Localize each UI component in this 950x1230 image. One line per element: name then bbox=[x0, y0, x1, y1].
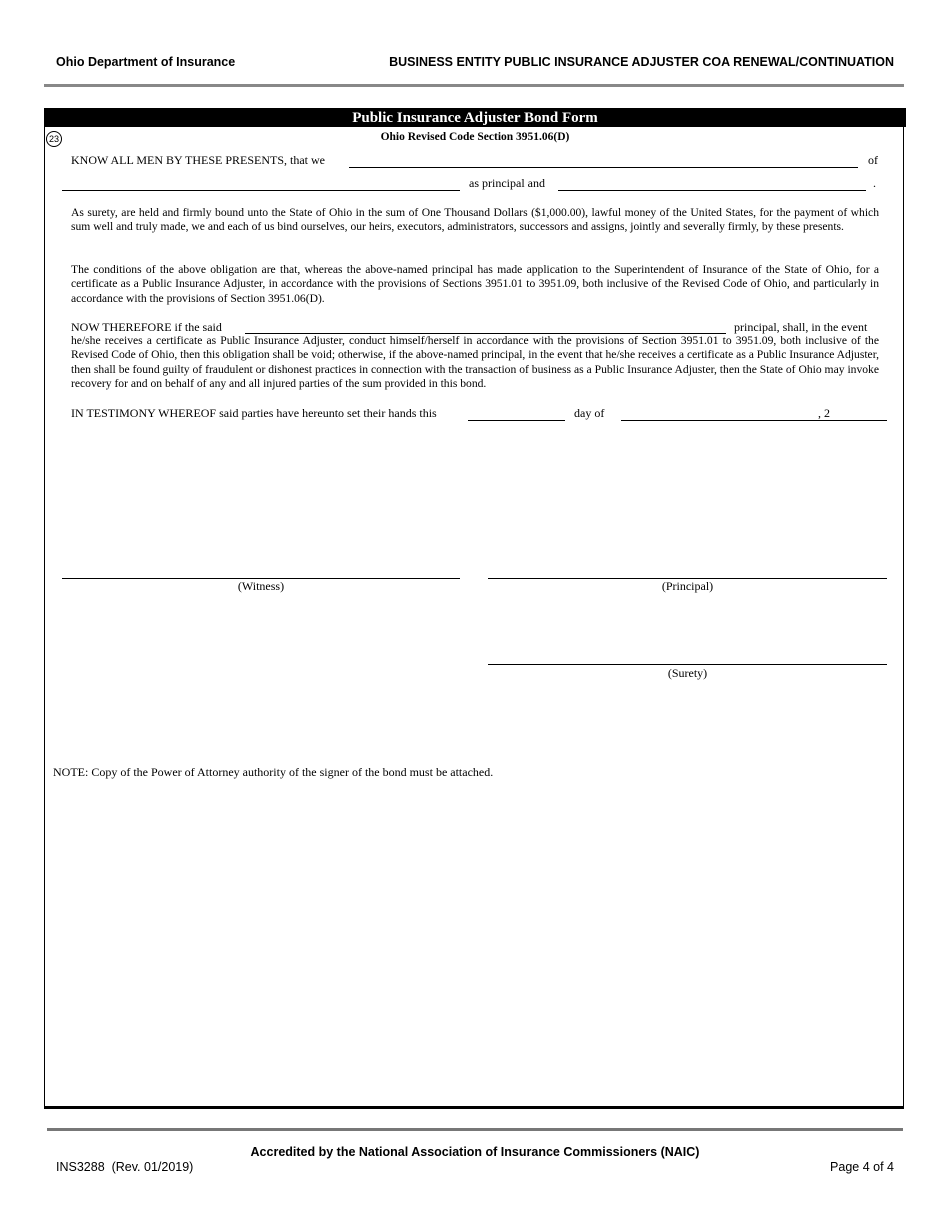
testimony-prefix: IN TESTIMONY WHEREOF said parties have hereunto set their hands this bbox=[71, 406, 437, 420]
line1-prefix: KNOW ALL MEN BY THESE PRESENTS, that we bbox=[71, 153, 325, 167]
witness-label: (Witness) bbox=[237, 579, 285, 593]
line2-middle: as principal and bbox=[469, 176, 545, 190]
form-frame bbox=[44, 108, 904, 1109]
footer-divider bbox=[47, 1128, 903, 1131]
item-number-badge: 23 bbox=[46, 131, 62, 147]
testimony-day-field[interactable] bbox=[468, 420, 565, 421]
now-therefore-paragraph: he/she receives a certificate as Public Insurance Adjuster, conduct himself/herself in accordance with the provisions of Section 3951.01 to 3951.09, both inclusive of the Revised Code of Ohio, then this obligation shall be void; otherwise, if the above-named principal, in the event that he/she receives a certificate as a Public Insurance Adjuster, then shall be found guilty of fraudulent or dishonest practices in connection with the transaction of business as a Public Insurance Adjuster, then the State of Ohio may invoke recovery for and on behalf of any and all injured parties of the sum provided in this bond. bbox=[71, 334, 879, 391]
principal-address-field[interactable] bbox=[62, 190, 460, 191]
testimony-year-prefix: , 2 bbox=[818, 406, 830, 420]
form-subtitle: Ohio Revised Code Section 3951.06(D) bbox=[380, 131, 570, 143]
power-of-attorney-note: NOTE: Copy of the Power of Attorney authority of the signer of the bond must be attached. bbox=[53, 765, 494, 779]
surety-paragraph: As surety, are held and firmly bound unto the State of Ohio in the sum of One Thousand Dollars ($1,000.00), lawful money of the United States, for the payment of which sum well and truly made, we and each of us bind ourselves, our heirs, executors, administrators, successors and assigns, jointly and severally firmly, by these presents. bbox=[71, 206, 879, 234]
page-number: Page 4 of 4 bbox=[830, 1160, 894, 1174]
form-title: Public Insurance Adjuster Bond Form bbox=[44, 108, 906, 127]
principal-names-field[interactable] bbox=[349, 167, 858, 168]
surety-signature-line[interactable] bbox=[488, 664, 887, 665]
form-header-title: BUSINESS ENTITY PUBLIC INSURANCE ADJUSTER COA RENEWAL/CONTINUATION bbox=[389, 55, 894, 69]
testimony-day-label: day of bbox=[574, 406, 605, 420]
principal-label: (Principal) bbox=[661, 579, 714, 593]
surety-label: (Surety) bbox=[667, 666, 708, 680]
accreditation-text: Accredited by the National Association of Insurance Commissioners (NAIC) bbox=[250, 1145, 700, 1159]
header-divider bbox=[44, 84, 904, 87]
surety-name-field[interactable] bbox=[558, 190, 866, 191]
line1-suffix: of bbox=[868, 153, 878, 167]
conditions-paragraph: The conditions of the above obligation are that, whereas the above-named principal has made application to the Superintendent of Insurance of the State of Ohio, for a certificate as a Public Insurance Adjuster, in accordance with the provisions of Sections 3951.01 to 3951.09, both inclusive of the Revised Code of Ohio, and particularly in accordance with the provisions of Section 3951.06(D). bbox=[71, 263, 879, 305]
line2-end: . bbox=[873, 176, 876, 190]
department-name: Ohio Department of Insurance bbox=[56, 55, 236, 69]
form-number: INS3288 (Rev. 01/2019) bbox=[56, 1160, 194, 1174]
now-therefore-suffix: principal, shall, in the event bbox=[734, 320, 868, 334]
testimony-month-year-field[interactable] bbox=[621, 420, 887, 421]
now-therefore-prefix: NOW THEREFORE if the said bbox=[71, 320, 222, 334]
